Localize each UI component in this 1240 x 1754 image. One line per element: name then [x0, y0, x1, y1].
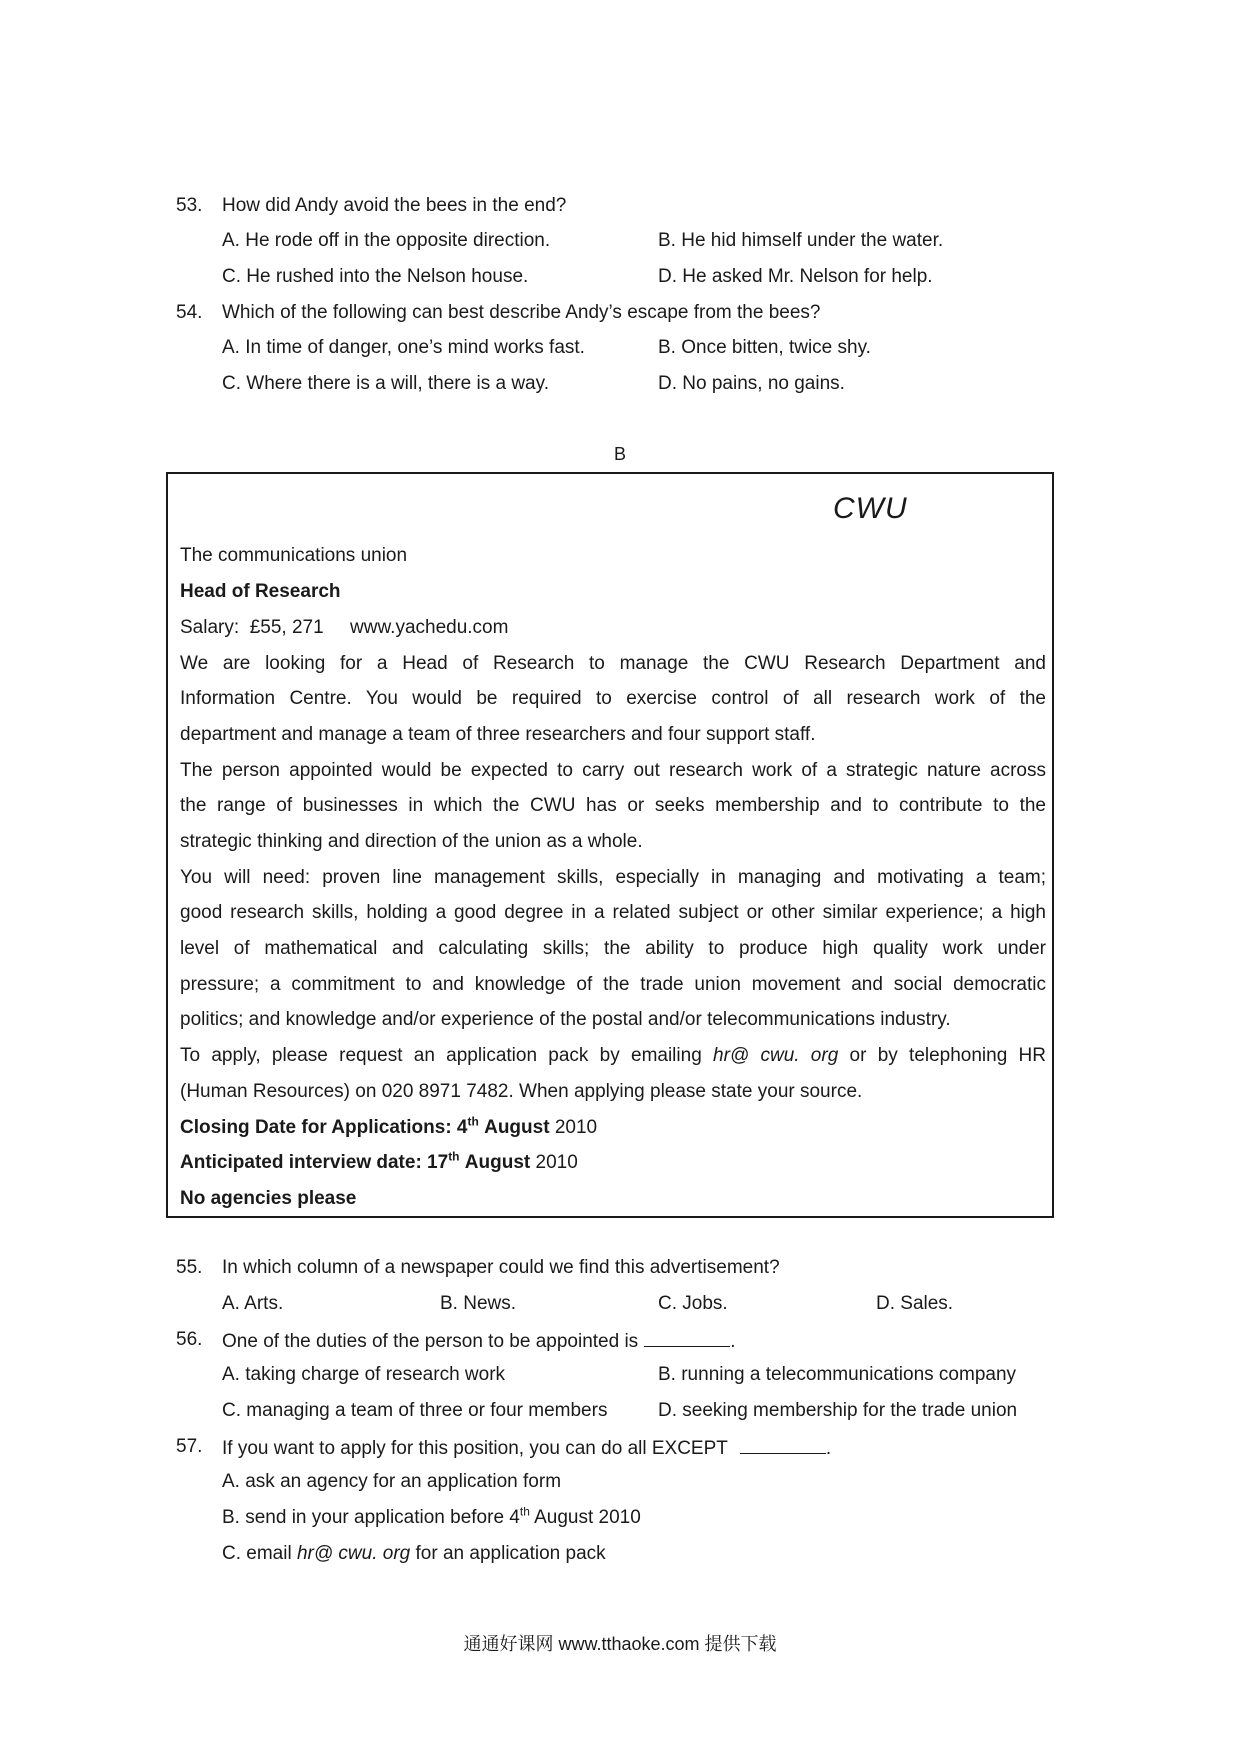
- ad-paragraph-line: The person appointed would be expected to carry out research work of a strategic nature across: [180, 760, 1046, 781]
- job-advertisement: [166, 472, 1054, 1218]
- q57-option-b-suffix: th: [519, 1504, 530, 1519]
- q54-question: Which of the following can best describe Andy’s escape from the bees?: [222, 302, 821, 323]
- q54-option-a: A. In time of danger, one’s mind works fast.: [222, 337, 585, 358]
- cwu-logo: CWU: [833, 492, 908, 525]
- q54-option-b: B. Once bitten, twice shy.: [658, 337, 871, 358]
- q56-option-a: A. taking charge of research work: [222, 1364, 506, 1385]
- q56-answer-blank: [644, 1328, 730, 1347]
- ad-paragraph-line: strategic thinking and direction of the union as a whole.: [180, 831, 643, 852]
- q54-option-d: D. No pains, no gains.: [658, 373, 845, 394]
- q53-option-b: B. He hid himself under the water.: [658, 230, 944, 251]
- ad-paragraph-line: level of mathematical and calculating skills; the ability to produce high quality work under: [180, 938, 1046, 959]
- q53-option-a: A. He rode off in the opposite direction.: [222, 230, 551, 251]
- q56-option-c: C. managing a team of three or four members: [222, 1400, 608, 1421]
- closing-suffix: th: [467, 1114, 479, 1129]
- ad-paragraph-line: Information Centre. You would be required to exercise control of all research work of the: [180, 688, 1046, 709]
- q54-number: 54.: [176, 302, 203, 323]
- q55-option-c: C. Jobs.: [658, 1293, 728, 1314]
- q54-option-c: C. Where there is a will, there is a way.: [222, 373, 549, 394]
- ad-paragraph-line: department and manage a team of three researchers and four support staff.: [180, 724, 816, 745]
- q57-option-b-date: August 2010: [534, 1507, 641, 1528]
- q57-option-b-text: B. send in your application before 4: [222, 1507, 520, 1528]
- q57-option-b: [222, 1506, 641, 1530]
- q57-end: .: [825, 1438, 832, 1459]
- q56-end: .: [730, 1331, 736, 1352]
- section-label: B: [613, 444, 626, 464]
- ad-paragraph-line: good research skills, holding a good degree in a related subject or other similar experience; a high: [180, 902, 1046, 923]
- closing-label: Closing Date for Applications: 4: [180, 1117, 468, 1138]
- apply-tail: or by telephoning HR: [849, 1045, 1046, 1066]
- ad-paragraph-line: (Human Resources) on 020 8971 7482. When applying please state your source.: [180, 1081, 863, 1102]
- q56-option-b: B. running a telecommunications company: [658, 1364, 1017, 1385]
- ad-paragraph-line: pressure; a commitment to and knowledge of the trade union movement and social democratic: [180, 974, 1046, 995]
- ad-paragraph-line: You will need: proven line management skills, especially in managing and motivating a team;: [180, 867, 1046, 888]
- interview-date: [180, 1151, 578, 1175]
- interview-suffix: th: [448, 1149, 460, 1164]
- q57-answer-blank: [740, 1435, 826, 1454]
- page-footer: 通通好课网 www.tthaoke.com 提供下载: [463, 1634, 777, 1654]
- q57-option-c-email: hr@ cwu. org: [296, 1543, 411, 1564]
- ad-paragraph-line: We are looking for a Head of Research to manage the CWU Research Department and: [180, 653, 1046, 674]
- q55-number: 55.: [176, 1257, 203, 1278]
- q55-question: In which column of a newspaper could we find this advertisement?: [222, 1257, 780, 1278]
- email-address: hr@ cwu. org: [713, 1045, 839, 1066]
- q56-number: 56.: [176, 1329, 203, 1350]
- union-name: The communications union: [180, 545, 408, 566]
- no-agencies: No agencies please: [180, 1188, 357, 1209]
- q57-option-c-text: C. email: [222, 1543, 292, 1564]
- q57-question: [222, 1435, 831, 1461]
- closing-date: [180, 1116, 597, 1140]
- q57-option-a: A. ask an agency for an application form: [222, 1471, 562, 1492]
- q53-number: 53.: [176, 195, 203, 216]
- q57-text: If you want to apply for this position, you can do all EXCEPT: [222, 1438, 728, 1459]
- q53-question: How did Andy avoid the bees in the end?: [222, 195, 567, 216]
- q57-option-c-tail: for an application pack: [415, 1543, 606, 1564]
- interview-month: August: [464, 1152, 531, 1173]
- ad-paragraph-line: the range of businesses in which the CWU has or seeks membership and to contribute to the: [180, 795, 1046, 816]
- q55-option-b: B. News.: [440, 1293, 517, 1314]
- q56-question: [222, 1328, 735, 1354]
- job-title: Head of Research: [180, 581, 341, 602]
- q56-option-d: D. seeking membership for the trade union: [658, 1400, 1018, 1421]
- apply-line: [180, 1044, 1046, 1068]
- salary-line: Salary: £55, 271 www.yachedu.com: [180, 617, 509, 638]
- apply-text: To apply, please request an application pack by emailing: [180, 1045, 702, 1066]
- q57-option-c: [222, 1542, 606, 1566]
- q57-number: 57.: [176, 1436, 203, 1457]
- interview-label: Anticipated interview date: 17: [180, 1152, 449, 1173]
- interview-year: 2010: [535, 1152, 578, 1173]
- q55-option-d: D. Sales.: [876, 1293, 954, 1314]
- q53-option-d: D. He asked Mr. Nelson for help.: [658, 266, 933, 287]
- q53-option-c: C. He rushed into the Nelson house.: [222, 266, 529, 287]
- closing-month: August: [484, 1117, 550, 1138]
- q55-option-a: A. Arts.: [222, 1293, 284, 1314]
- closing-year: 2010: [554, 1117, 598, 1138]
- ad-paragraph-line: politics; and knowledge and/or experience of the postal and/or telecommunications industry.: [180, 1009, 951, 1030]
- q56-text: One of the duties of the person to be appointed is: [222, 1331, 639, 1352]
